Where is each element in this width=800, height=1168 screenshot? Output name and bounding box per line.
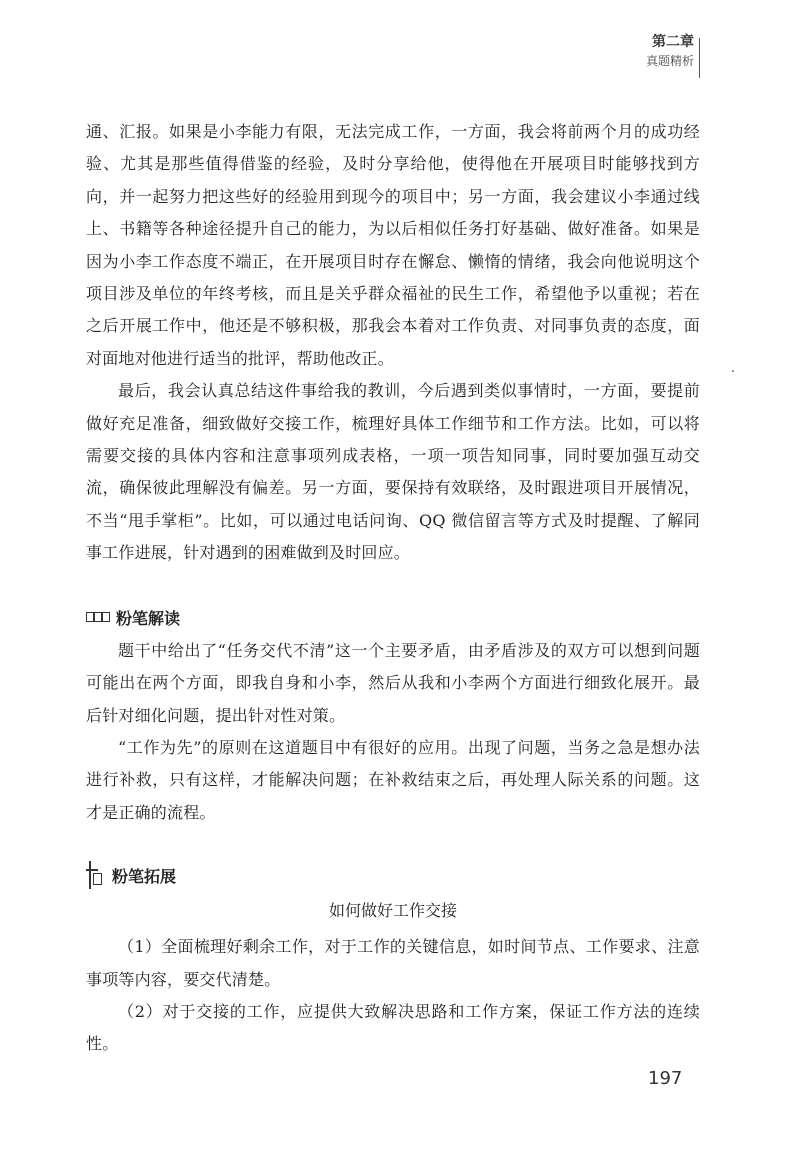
print-speck [732,370,734,372]
section-read-title: 粉笔解读 [116,608,181,628]
page-number: 197 [648,1068,683,1089]
section-label: 真题精析 [645,54,694,68]
chapter-label: 第二章 [652,34,694,50]
chalk-read-icon [86,612,110,622]
paragraph-conclusion: 最后，我会认真总结这件事给我的教训，今后遇到类似事情时，一方面，要提前做好充足准备，细致做好交接工作，梳理好具体工作细节和工作方法。比如，可以将需要交接的具体内容和注意事项列成表格，一项一项告知同事，同时要加强互动交流，确保彼此理解没有偏差。另一方面，要保持有效联络，及时跟进项目开展情况，不当“甩手掌柜”。比如，可以通过电话问询、QQ 微信留言等方式及时提醒、了解同事工作进展，针对遇到的困难做到及时回应。 [86,381,700,563]
read-paragraph: “工作为先”的原则在这道题目中有很好的应用。出现了问题，当务之急是想办法进行补救，只有这样，才能解决问题；在补救结束之后，再处理人际关系的问题。这才是正确的流程。 [86,737,700,822]
header-divider [699,38,700,78]
chalk-expand-icon [86,861,104,889]
page-content [86,116,700,1061]
section-expand-heading [86,861,700,889]
expand-item: （2）对于交接的工作，应提供大致解决思路和工作方案，保证工作方法的连续性。 [86,1001,700,1054]
paragraph-continued: 通、汇报。如果是小李能力有限，无法完成工作，一方面，我会将前两个月的成功经验、尤其是那些值得借鉴的经验，及时分享给他，使得他在开展项目时能够找到方向，并一起努力把这些好的经验用到现今的项目中；另一方面，我会建议小李通过线上、书籍等各种途径提升自己的能力，为以后相似任务打好基础、做好准备。如果是因为小李工作态度不端正，在开展项目时存在懈怠、懒惰的情绪，我会向他说明这个项目涉及单位的年终考核，而且是关乎群众福祉的民生工作，希望他予以重视；若在之后开展工作中，他还是不够积极，那我会本着对工作负责、对同事负责的态度，面对面地对他进行适当的批评，帮助他改正。 [86,122,700,368]
expand-item: （1）全面梳理好剩余工作，对于工作的关键信息，如时间节点、工作要求、注意事项等内容，要交代清楚。 [86,937,700,989]
section-read-heading [86,606,700,629]
expand-subtitle: 如何做好工作交接 [328,901,457,921]
section-expand-title: 粉笔拓展 [112,866,177,886]
running-header [646,32,694,70]
read-paragraph: 题干中给出了“任务交代不清”这一个主要矛盾，由矛盾涉及的双方可以想到问题可能出在两个方面，即我自身和小李，然后从我和小李两个方面进行细致化展开。最后针对细化问题，提出针对性对策。 [86,640,700,725]
